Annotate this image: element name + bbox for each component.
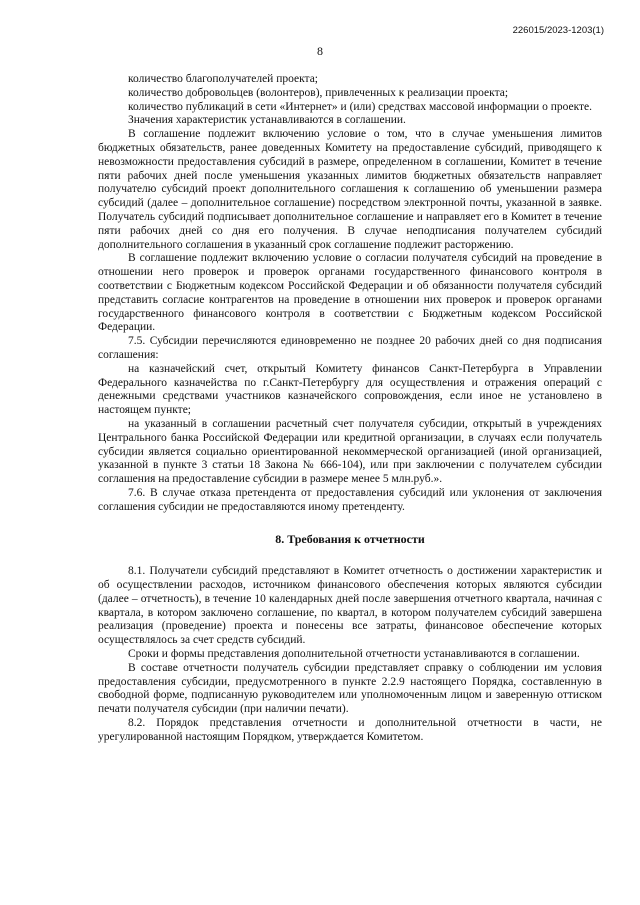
- paragraph-8-2: 8.2. Порядок представления отчетности и дополнительной отчетности в части, не урегулированной настоящим Порядком, утверждается Комитетом.: [98, 717, 602, 743]
- paragraph-beneficiaries-count: количество благополучателей проекта;: [128, 73, 318, 85]
- paragraph-compliance-certificate: В составе отчетности получатель субсидии представляет справку о соблюдении им условия предоставления субсидии, предусмотренного в пункте 2.2.9 настоящего Порядка, составленную в свободной форме, подписанную руководителем или уполномоченным лицом и заверенную оттиском печати получателя субсидии (при наличии печати).: [98, 661, 602, 716]
- document-body: [98, 73, 602, 745]
- paragraph-additional-reporting: Сроки и формы представления дополнительной отчетности устанавливаются в соглашении.: [128, 648, 580, 661]
- page-number: 8: [317, 44, 323, 58]
- paragraph-volunteers-count: количество добровольцев (волонтеров), привлеченных к реализации проекта;: [128, 86, 509, 99]
- document-id: 226015/2023-1203(1): [512, 25, 604, 36]
- paragraph-publications-count: количество публикаций в сети «Интернет» и (или) средствах массовой информации о проекте.: [128, 100, 593, 113]
- paragraph-7-5: 7.5. Субсидии перечисляются единовременно не позднее 20 рабочих дней со дня подписания соглашения:: [98, 335, 602, 361]
- paragraph-limits-reduction: В соглашение подлежит включению условие о том, что в случае уменьшения лимитов бюджетных обязательств, ранее доведенных Комитету на предоставление субсидий, приводящего к невозможности предоставления субсидий в размере, определенном в соглашении, Комитет в течение пяти рабочих дней после уменьшения указанных лимитов бюджетных обязательств направляет получателю субсидий проект дополнительного соглашения к соглашению об уменьшении размера субсидий (далее – дополнительное соглашение) посредством электронной почты, указанной в заявке. Получатель субсидий подписывает дополнительное соглашение и направляет его в Комитет в течение пяти рабочих дней со дня его получения. В случае неподписания получателем субсидий дополнительного соглашения в указанный срок соглашение подлежит расторжению.: [98, 128, 602, 251]
- paragraph-inspections-consent: В соглашение подлежит включению условие о согласии получателя субсидий на проведение в отношении него проверок и проверок органами государственного финансового контроля в соответствии с Бюджетным кодексом Российской Федерации и об обязанности получателя субсидий представить согласие контрагентов на проведение в отношении них проверок и проверок органами государственного финансового контроля в соответствии с Бюджетным кодексом Российской Федерации.: [98, 252, 602, 334]
- paragraph-7-6: 7.6. В случае отказа претендента от предоставления субсидий или уклонения от заключения соглашения субсидии не предоставляются иному претенденту.: [98, 486, 602, 513]
- section-heading: 8. Требования к отчетности: [275, 531, 425, 546]
- paragraph-settlement-account: на указанный в соглашении расчетный счет получателя субсидии, открытый в учреждениях Центрального банка Российской Федерации или кредитной организации, в случаях если получатель субсидии является социально ориентированной некоммерческой организацией (иной организацией, указанной в пункте 3 статьи 18 Закона № 666-104), или при заключении с получателем субсидии соглашения на предоставление субсидии в размере менее 5 млн.руб.».: [98, 417, 602, 486]
- paragraph-8-1: 8.1. Получатели субсидий представляют в Комитет отчетность о достижении характеристик и об осуществлении расходов, источником финансового обеспечения которых являются субсидии (далее – отчетность), в течение 10 календарных дней после завершения отчетного квартала, начиная с квартала, в котором заключено соглашение, по квартал, в котором получателем субсидий завершена реализация (проведение) проекта и понесены все затраты, финансовое обеспечение которых осуществлялось за счет средств субсидий.: [98, 565, 602, 647]
- paragraph-values-in-agreement: Значения характеристик устанавливаются в соглашении.: [128, 114, 406, 127]
- paragraph-treasury-account: на казначейский счет, открытый Комитету финансов Санкт-Петербурга в Управлении Федерального казначейства по г.Санкт-Петербургу для осуществления и отражения операций с денежными средствами участников казначейского сопровождения, если иное не установлено в настоящем пункте;: [98, 362, 602, 417]
